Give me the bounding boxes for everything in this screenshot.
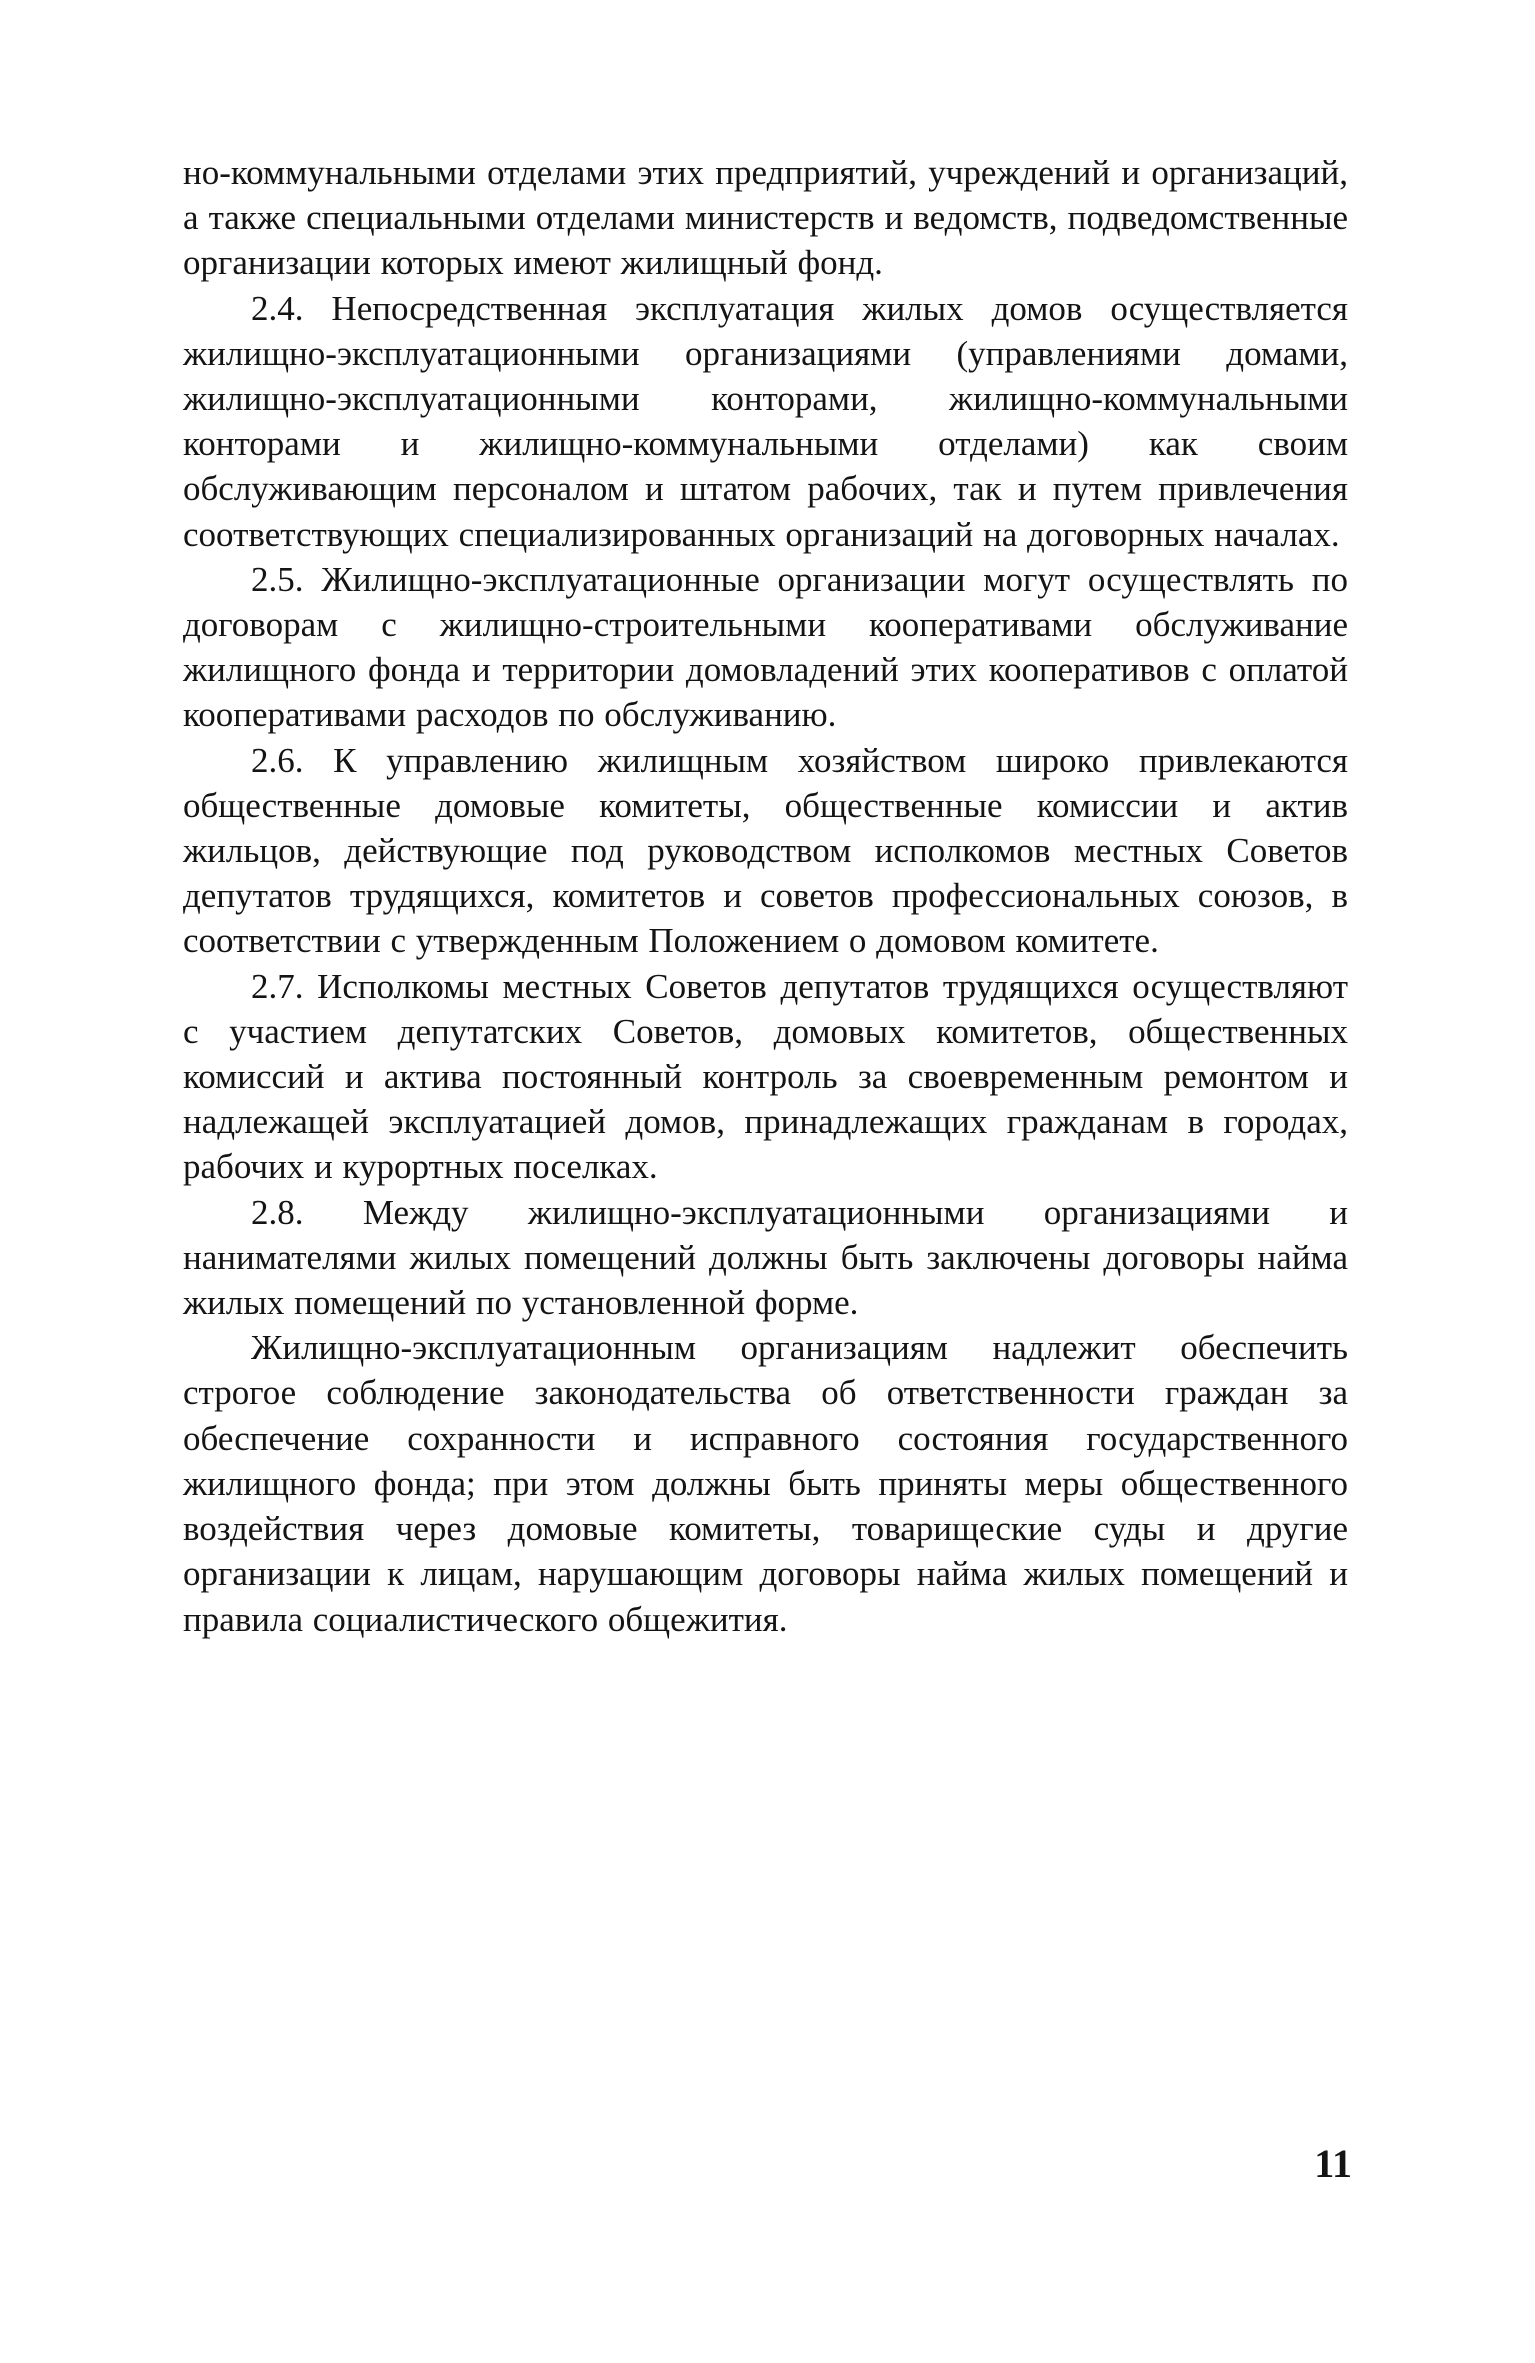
- page-body: [183, 150, 1348, 1642]
- paragraph-2-6: 2.6. К управлению жилищным хозяйством широко привлекаются общественные домовые комитеты, общественные комиссии и актив жильцов, действующие под руководством исполкомов местных Советов депутатов трудящихся, комитетов и советов профессиональных союзов, в соответствии с утвержденным Положением о домовом комитете.: [183, 740, 1348, 961]
- paragraph-2-8: 2.8. Между жилищно-эксплуатационными организациями и нанимателями жилых помещений должны быть заключены договоры найма жилых помещений по установленной форме.: [183, 1192, 1348, 1323]
- paragraph-2-7: 2.7. Исполкомы местных Советов депутатов трудящихся осуществляют с участием депутатских Советов, домовых комитетов, общественных комиссий и актива постоянный контроль за своевременным ремонтом и надлежащей эксплуатацией домов, принадлежащих гражданам в городах, рабочих и курортных поселках.: [183, 966, 1348, 1187]
- paragraph-2-4: 2.4. Непосредственная эксплуатация жилых домов осуществляется жилищно-эксплуатационными организациями (управлениями домами, жилищно-эксплуатационными конторами, жилищно-коммунальными конторами и жилищно-коммунальными отделами) как своим обслуживающим персоналом и штатом рабочих, так и путем привлечения соответствующих специализированных организаций на договорных началах.: [183, 288, 1348, 554]
- paragraph-2-5: 2.5. Жилищно-эксплуатационные организации могут осуществлять по договорам с жилищно-строительными кооперативами обслуживание жилищного фонда и территории домовладений этих кооперативов с оплатой кооперативами расходов по обслуживанию.: [183, 559, 1348, 735]
- paragraph-continuation: но-коммунальными отделами этих предприятий, учреждений и организаций, а также специальными отделами министерств и ведомств, подведомственные организации которых имеют жилищный фонд.: [183, 153, 1348, 283]
- page-number: 11: [1314, 2141, 1352, 2186]
- paragraph-obligations: Жилищно-эксплуатационным организациям надлежит обеспечить строгое соблюдение законодательства об ответственности граждан за обеспечение сохранности и исправного состояния государственного жилищного фонда; при этом должны быть приняты меры общественного воздействия через домовые комитеты, товарищеские суды и другие организации к лицам, нарушающим договоры найма жилых помещений и правила социалистического общежития.: [183, 1328, 1348, 1639]
